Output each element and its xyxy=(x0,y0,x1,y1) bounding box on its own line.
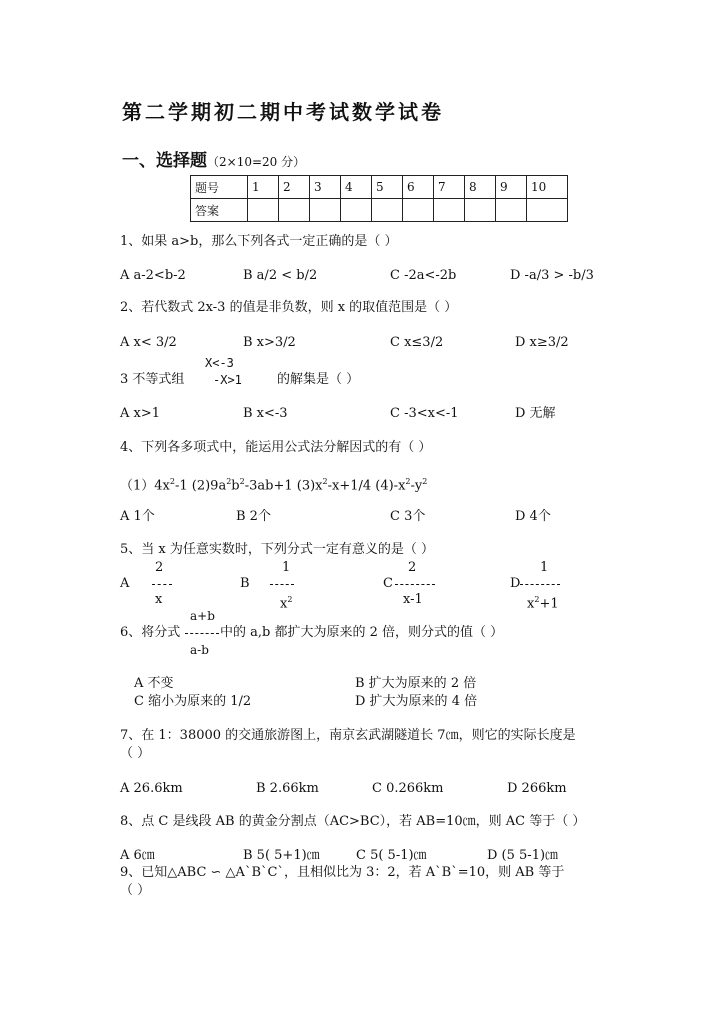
answer-cell[interactable] xyxy=(496,199,527,222)
question-1-option-c: C -2a<-2b xyxy=(390,268,457,283)
question-1-option-b: B a/2 < b/2 xyxy=(243,268,318,283)
den-text: x xyxy=(280,596,288,612)
question-9-stem: 9、已知△ABC ∽ △A`B`C`，且相似比为 3：2，若 A`B`=10，则 AB 等于 xyxy=(120,865,565,880)
question-5-option-a-numerator: 2 xyxy=(155,560,164,575)
answer-table-row-answers xyxy=(191,199,568,222)
answer-cell[interactable] xyxy=(310,199,341,222)
question-5-option-d-label: D xyxy=(510,576,521,591)
question-8-option-d: D (5 5-1)㎝ xyxy=(487,848,559,863)
question-3-option-d: D 无解 xyxy=(515,406,556,421)
answer-cell[interactable] xyxy=(341,199,372,222)
number-cell: 4 xyxy=(341,176,372,199)
section-score: （2×10=20 分） xyxy=(207,155,306,169)
question-5-option-d-denominator xyxy=(527,592,559,612)
question-5-option-a-denominator: x xyxy=(155,592,163,607)
question-3-option-c: C -3<x<-1 xyxy=(390,406,459,421)
section-heading xyxy=(122,146,305,171)
poly-4: -y xyxy=(410,478,423,494)
question-5-option-c-fraction-bar xyxy=(395,584,435,585)
question-1-option-a: A a-2<b-2 xyxy=(120,268,186,283)
question-8-option-b: B 5( 5+1)㎝ xyxy=(243,848,320,863)
number-cell: 3 xyxy=(310,176,341,199)
poly-2-b: b xyxy=(231,478,240,494)
question-5-option-b-denominator xyxy=(280,592,292,612)
question-1-option-d: D -a/3 > -b/3 xyxy=(510,268,594,283)
exponent: 2 xyxy=(422,477,428,486)
header-cell-answer-label: 答案 xyxy=(191,199,248,222)
question-2-stem: 2、若代数式 2x-3 的值是非负数，则 x 的取值范围是（ ） xyxy=(120,300,458,315)
section-title: 一、选择题 xyxy=(122,151,207,171)
answer-cell[interactable] xyxy=(248,199,279,222)
number-cell: 10 xyxy=(527,176,568,199)
question-3-system-top: X<-3 xyxy=(205,356,234,370)
exponent: 2 xyxy=(534,595,540,604)
question-5-option-a-fraction-bar xyxy=(152,584,172,585)
question-3-system-bottom: -X>1 xyxy=(213,373,242,387)
number-cell: 9 xyxy=(496,176,527,199)
question-5-option-c-denominator: x-1 xyxy=(403,592,423,607)
den-text: x xyxy=(527,596,535,612)
number-cell: 2 xyxy=(279,176,310,199)
question-5-option-d-numerator: 1 xyxy=(540,560,549,575)
poly-3-b: -x+1/4 (4)-x xyxy=(327,478,406,494)
question-7-stem-paren: （ ） xyxy=(120,746,151,761)
header-cell-number-label: 题号 xyxy=(191,176,248,199)
question-9-stem-paren: （ ） xyxy=(120,883,151,898)
answer-cell[interactable] xyxy=(372,199,403,222)
question-5-stem: 5、当 x 为任意实数时，下列分式一定有意义的是（ ） xyxy=(120,542,434,557)
question-1-stem: 1、如果 a>b，那么下列各式一定正确的是（ ） xyxy=(120,234,398,249)
exponent: 2 xyxy=(239,477,245,486)
question-7-option-a: A 26.6km xyxy=(120,781,183,796)
question-4-stem: 4、下列各多项式中，能运用公式法分解因式的有（ ） xyxy=(120,440,432,455)
question-6-option-d: D 扩大为原来的 4 倍 xyxy=(355,694,478,709)
question-5-option-c-label: C xyxy=(383,576,393,591)
exponent: 2 xyxy=(322,477,328,486)
question-2-option-c: C x≤3/2 xyxy=(390,335,444,350)
exponent: 2 xyxy=(169,477,175,486)
question-4-polynomials xyxy=(120,474,427,494)
question-5-option-b-numerator: 1 xyxy=(282,560,291,575)
poly-3: -3ab+1 (3)x xyxy=(244,478,323,494)
answer-cell[interactable] xyxy=(434,199,465,222)
answer-table-row-numbers xyxy=(191,176,568,199)
question-7-option-b: B 2.66km xyxy=(256,781,319,796)
question-3-stem-end: 的解集是（ ） xyxy=(277,372,360,387)
den-tail: +1 xyxy=(539,596,559,612)
question-3-option-a: A x>1 xyxy=(120,406,161,421)
question-8-option-a: A 6㎝ xyxy=(120,848,155,863)
question-4-option-a: A 1个 xyxy=(120,509,155,524)
question-7-option-c: C 0.266km xyxy=(372,781,444,796)
exponent: 2 xyxy=(405,477,411,486)
question-3-stem-start: 3 不等式组 xyxy=(120,372,185,387)
answer-cell[interactable] xyxy=(527,199,568,222)
poly-2: -1 (2)9a xyxy=(174,478,227,494)
question-4-option-b: B 2个 xyxy=(236,509,271,524)
question-5-option-b-fraction-bar xyxy=(270,584,294,585)
question-6-stem-end: 中的 a,b 都扩大为原来的 2 倍，则分式的值（ ） xyxy=(220,625,504,640)
question-5-option-a-label: A xyxy=(120,576,130,591)
question-2-option-d: D x≥3/2 xyxy=(515,335,569,350)
poly-1: （1）4x xyxy=(120,478,170,494)
question-6-stem-start: 6、将分式 xyxy=(120,625,181,640)
question-6-fraction-bar xyxy=(185,633,219,634)
question-2-option-b: B x>3/2 xyxy=(243,335,296,350)
page-title: 第二学期初二期中考试数学试卷 xyxy=(122,100,444,124)
exponent: 2 xyxy=(287,595,293,604)
question-7-option-d: D 266km xyxy=(507,781,567,796)
question-4-option-d: D 4个 xyxy=(515,509,551,524)
question-6-option-c: C 缩小为原来的 1/2 xyxy=(134,694,252,709)
question-8-option-c: C 5( 5-1)㎝ xyxy=(356,848,427,863)
question-6-numerator: a+b xyxy=(190,609,215,623)
question-8-stem: 8、点 C 是线段 AB 的黄金分割点（AC>BC），若 AB=10㎝，则 AC 等于（ ） xyxy=(120,814,586,829)
question-5-option-b-label: B xyxy=(240,576,250,591)
number-cell: 7 xyxy=(434,176,465,199)
question-6-option-b: B 扩大为原来的 2 倍 xyxy=(355,676,477,691)
question-7-stem: 7、在 1：38000 的交通旅游图上，南京玄武湖隧道长 7㎝，则它的实际长度是 xyxy=(120,728,576,743)
answer-table xyxy=(190,175,568,222)
question-3-option-b: B x<-3 xyxy=(243,406,288,421)
number-cell: 5 xyxy=(372,176,403,199)
question-5-option-c-numerator: 2 xyxy=(408,560,417,575)
answer-cell[interactable] xyxy=(403,199,434,222)
exponent: 2 xyxy=(226,477,232,486)
question-6-option-a: A 不变 xyxy=(134,676,174,691)
number-cell: 1 xyxy=(248,176,279,199)
question-5-option-d-fraction-bar xyxy=(520,584,560,585)
answer-cell[interactable] xyxy=(465,199,496,222)
number-cell: 8 xyxy=(465,176,496,199)
question-6-denominator: a-b xyxy=(190,643,209,657)
answer-cell[interactable] xyxy=(279,199,310,222)
number-cell: 6 xyxy=(403,176,434,199)
question-4-option-c: C 3个 xyxy=(390,509,426,524)
question-2-option-a: A x< 3/2 xyxy=(120,335,177,350)
